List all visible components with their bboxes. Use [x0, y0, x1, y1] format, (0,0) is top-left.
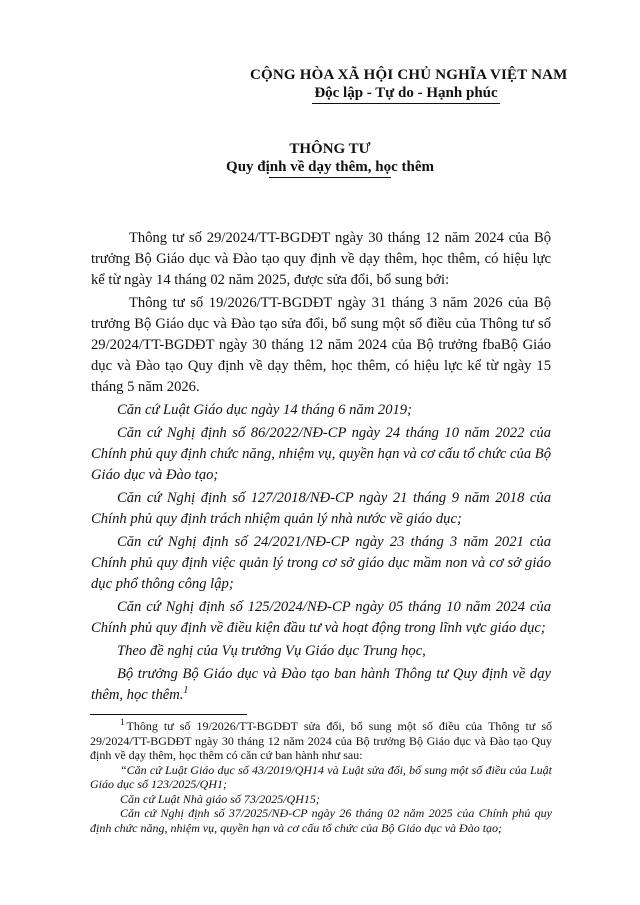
footnote-paragraph: Căn cứ Luật Nhà giáo số 73/2025/QH15; [120, 791, 320, 806]
footnote-paragraph [90, 719, 552, 763]
footnote-reference: 1 [183, 685, 189, 697]
footnote-separator [90, 714, 247, 715]
national-header-line: CỘNG HÒA XÃ HỘI CHỦ NGHĨA VIỆT NAM [250, 67, 568, 83]
enactment-text: Bộ trưởng Bộ Giáo dục và Đào tạo ban hành Thông tư Quy định về dạy thêm, học thêm. [91, 666, 551, 703]
footnote-marker: 1 [120, 717, 125, 727]
document-title: THÔNG TƯ [289, 141, 371, 157]
basis-paragraph: Căn cứ Luật Giáo dục ngày 14 tháng 6 năm 2019; [117, 402, 412, 418]
document-subtitle: Quy định về dạy thêm, học thêm [226, 159, 434, 175]
basis-paragraph: Căn cứ Nghị định số 24/2021/NĐ-CP ngày 23 tháng 3 năm 2021 của Chính phủ quy định việc quản lý trong cơ sở giáo dục mầm non và cơ sở giáo dục phổ thông công lập; [91, 534, 551, 592]
basis-paragraph: Căn cứ Nghị định số 125/2024/NĐ-CP ngày 05 tháng 10 năm 2024 của Chính phủ quy định về điều kiện đầu tư và hoạt động trong lĩnh vực giáo dục; [91, 599, 551, 636]
footnote-section [90, 714, 552, 835]
footnote-text: Thông tư số 19/2026/TT-BGDĐT sửa đổi, bổ sung một số điều của Thông tư số 29/2024/TT-BGDĐT ngày 30 tháng 12 năm 2024 của Bộ trưởng Bộ Giáo dục và Đào tạo Quy định về dạy thêm, học thêm có căn cứ ban hành như sau: [90, 719, 552, 762]
proposal-paragraph: Theo đề nghị của Vụ trưởng Vụ Giáo dục Trung học, [117, 643, 426, 659]
basis-paragraph: Căn cứ Nghị định số 127/2018/NĐ-CP ngày 21 tháng 9 năm 2018 của Chính phủ quy định trách nhiệm quản lý nhà nước về giáo dục; [91, 490, 551, 527]
enactment-paragraph [91, 664, 551, 706]
national-motto: Độc lập - Tự do - Hạnh phúc [312, 84, 499, 104]
footnote-paragraph: “Căn cứ Luật Giáo dục số 43/2019/QH14 và Luật sửa đổi, bổ sung một số điều của Luật Giáo dục số 123/2025/QH1; [90, 762, 552, 791]
basis-paragraph: Căn cứ Nghị định số 86/2022/NĐ-CP ngày 24 tháng 10 năm 2022 của Chính phủ quy định chức năng, nhiệm vụ, quyền hạn và cơ cấu tổ chức của Bộ Giáo dục và Đào tạo; [91, 425, 551, 483]
national-header [250, 66, 568, 104]
footnote-paragraph: Căn cứ Nghị định số 37/2025/NĐ-CP ngày 26 tháng 02 năm 2025 của Chính phủ quy định chức năng, nhiệm vụ, quyền hạn và cơ cấu tổ chức của Bộ Giáo dục và Đào tạo; [90, 806, 552, 835]
document-title-block [180, 140, 480, 178]
intro-paragraph: Thông tư số 29/2024/TT-BGDĐT ngày 30 tháng 12 năm 2024 của Bộ trưởng Bộ Giáo dục và Đào tạo quy định về dạy thêm, học thêm, có hiệu lực kể từ ngày 14 tháng 02 năm 2025, được sửa đổi, bổ sung bởi: [91, 230, 551, 288]
title-underline [269, 177, 391, 178]
amendment-paragraph: Thông tư số 19/2026/TT-BGDĐT ngày 31 tháng 3 năm 2026 của Bộ trưởng Bộ Giáo dục và Đào tạo sửa đổi, bổ sung một số điều của Thông tư số 29/2024/TT-BGDĐT ngày 30 tháng 12 năm 2024 của Bộ trưởng fbaBộ Giáo dục và Đào tạo Quy định về dạy thêm, học thêm, có hiệu lực kể từ ngày 15 tháng 5 năm 2026. [91, 295, 551, 395]
document-body [91, 228, 551, 706]
